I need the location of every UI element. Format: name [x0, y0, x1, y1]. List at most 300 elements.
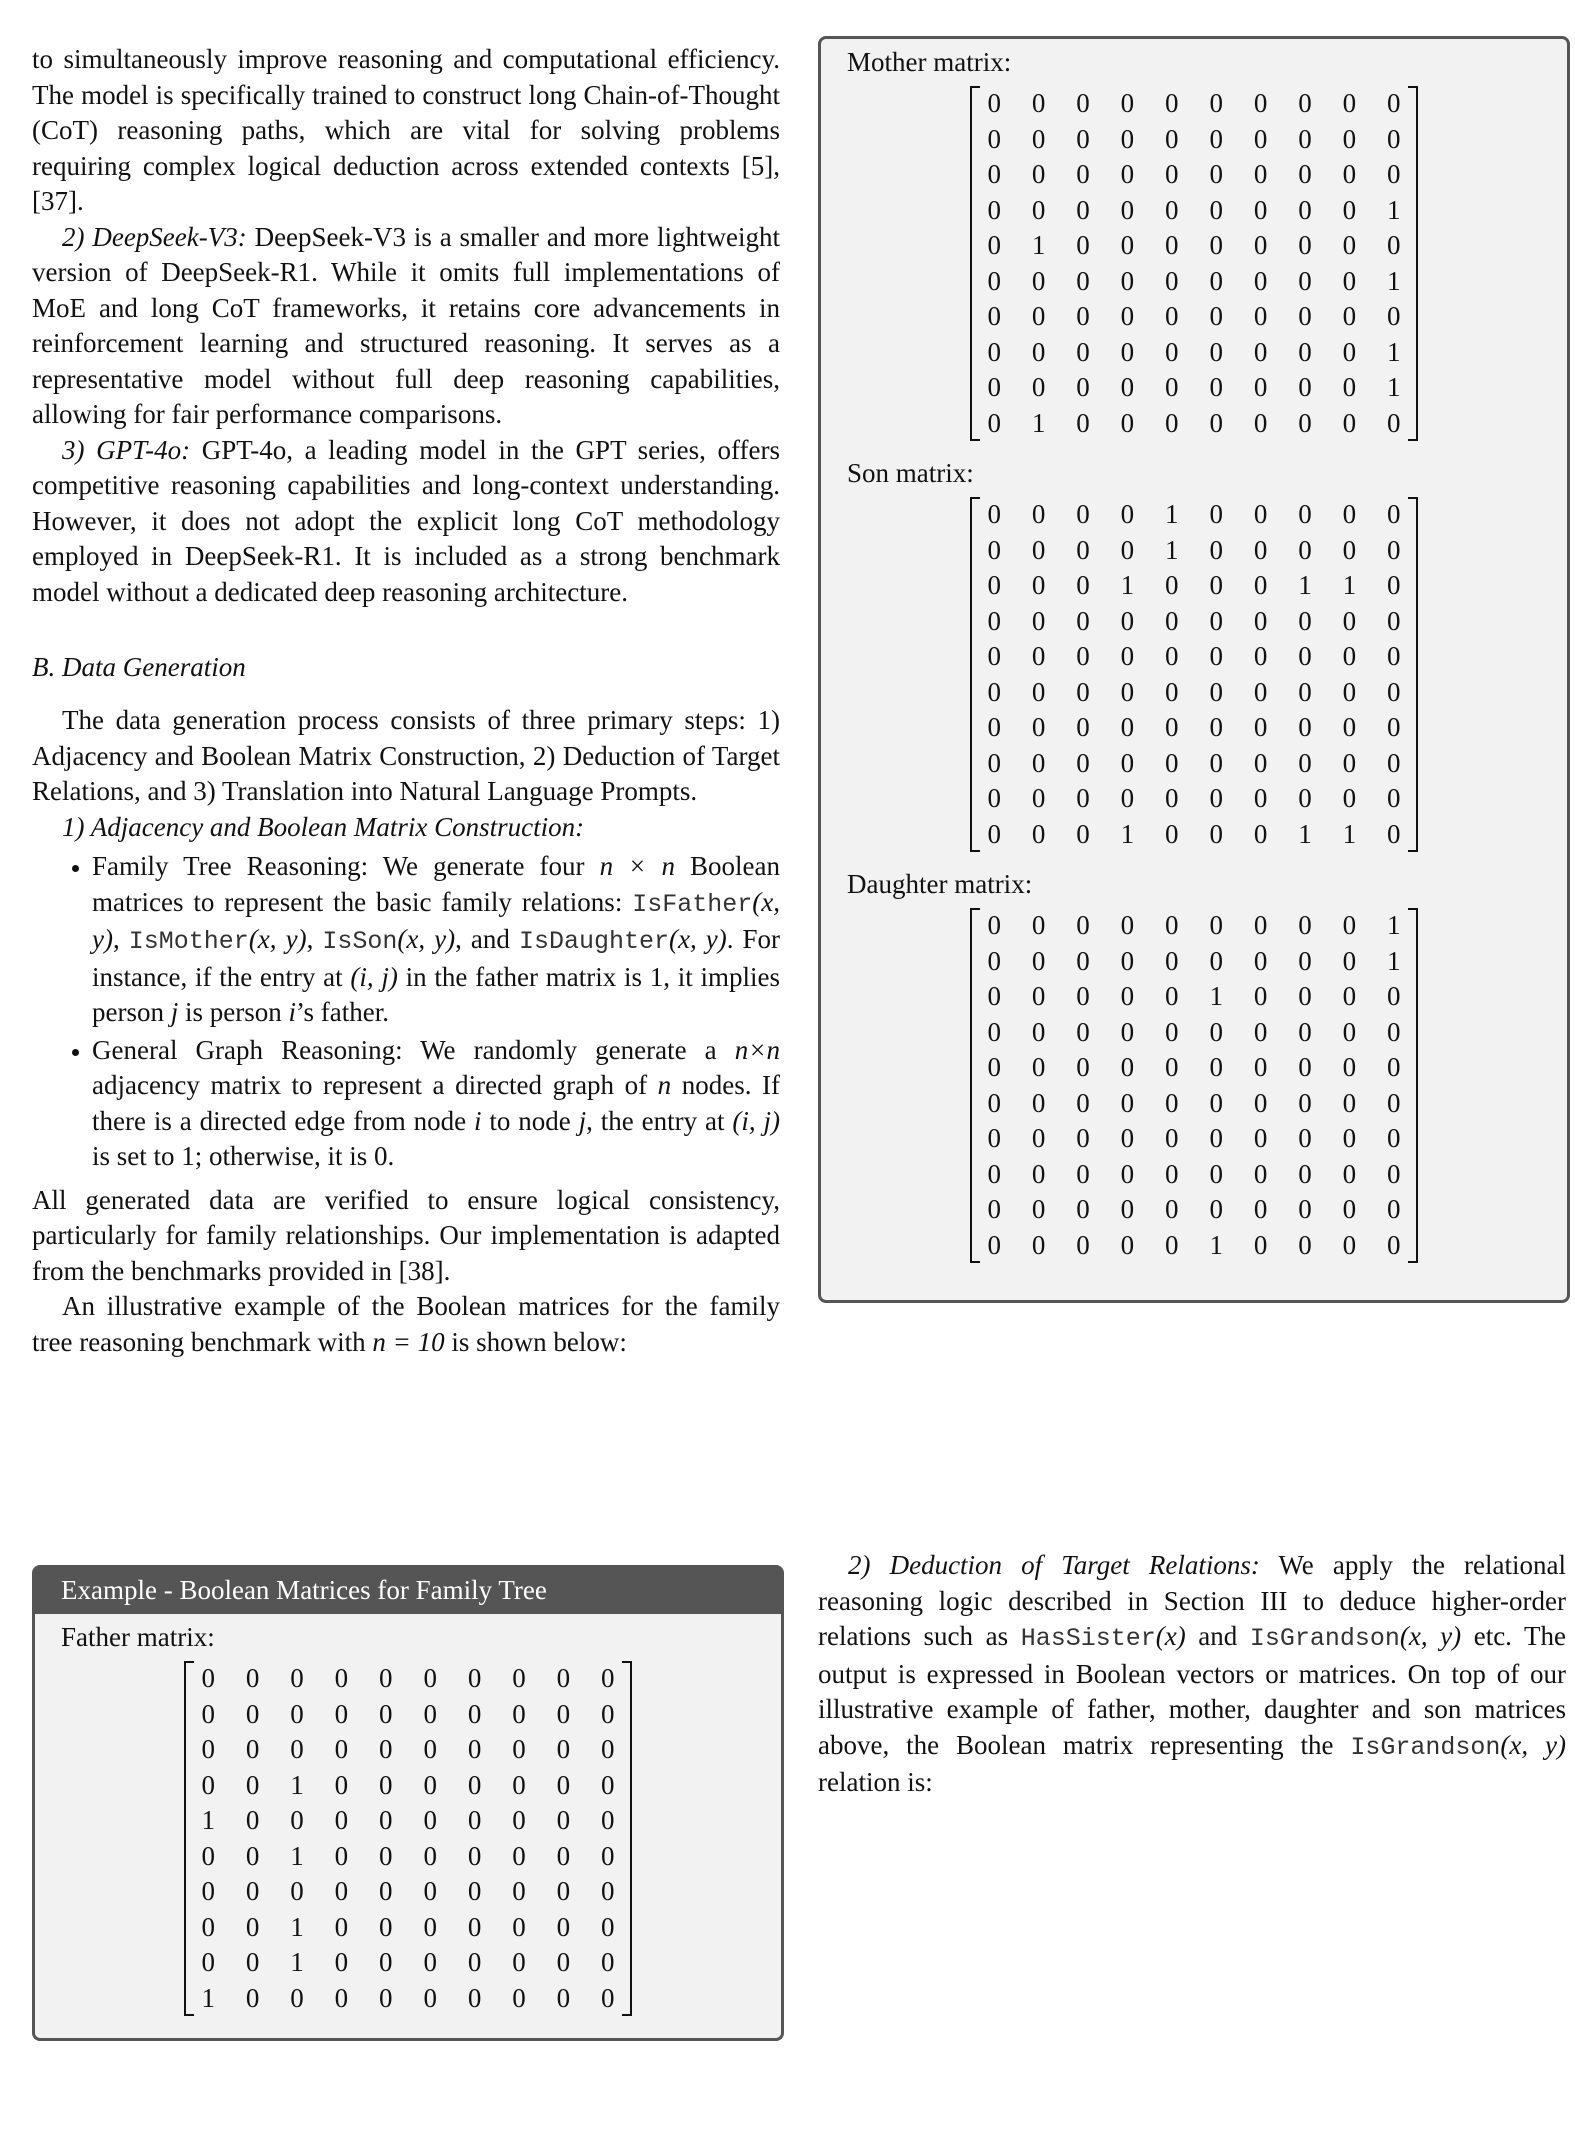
matrix-cell: 0 [334, 1947, 349, 1977]
matrix-cell: 0 [987, 910, 1001, 940]
matrix-cell: 0 [1165, 88, 1179, 118]
matrix-cell: 0 [512, 1911, 526, 1942]
daughter-matrix-label: Daughter matrix: [847, 869, 1033, 899]
matrix-cell: 0 [1209, 1123, 1223, 1153]
matrix-cell: 0 [1076, 945, 1090, 976]
b2c: nodes. If there is a directed edge from node [92, 1070, 780, 1136]
matrix-cell: 0 [1165, 336, 1179, 367]
mother-matrix [821, 86, 1567, 448]
matrix-cell: 0 [334, 1876, 349, 1906]
matrix-row [972, 406, 1416, 442]
b1f: ’s father. [296, 997, 389, 1027]
b1-nn: n × n [599, 851, 675, 881]
subsection-heading-gpt4o: 3) GPT-4o: [62, 434, 191, 465]
rel-hassister: HasSister [1020, 1624, 1156, 1653]
matrix-cell: 0 [1120, 336, 1135, 367]
matrix-cell: 0 [1253, 641, 1268, 671]
matrix-row [186, 1732, 630, 1768]
b2d: to node [481, 1105, 579, 1136]
matrix-cell: 0 [1165, 1087, 1179, 1118]
matrix-cell: 1 [1387, 372, 1401, 402]
matrix-cell: 0 [1342, 910, 1357, 940]
matrix-cell: 0 [1342, 336, 1357, 367]
matrix-cell: 0 [1209, 407, 1223, 438]
matrix-cell: 0 [1165, 605, 1179, 636]
matrix-cell: 0 [1120, 194, 1135, 225]
list-item-family-tree: • Family Tree Reasoning: We generate four n × n Boolean matrices to represent the basic family relations: IsFather(x, y), IsMother(x, y), IsSon(x, y), and IsDaughter(x, y). For instance, if the entry at (i, j) in the father matrix is 1, it implies person j is person i’s father. [92, 849, 780, 1031]
paragraph-deepseek-v3 [32, 220, 780, 433]
matrix-cell: 0 [512, 1698, 526, 1729]
matrix-cell: 1 [1342, 818, 1357, 849]
matrix-cell: 0 [1253, 159, 1268, 189]
son-matrix-table [972, 497, 1416, 852]
matrix-cell: 0 [1031, 676, 1046, 707]
matrix-cell: 0 [1076, 1229, 1090, 1260]
matrix-cell: 0 [1165, 407, 1179, 438]
matrix-cell: 0 [556, 1734, 571, 1764]
matrix-row [972, 1157, 1416, 1193]
matrix-cell: 0 [1387, 1158, 1401, 1189]
matrix-cell: 0 [1076, 534, 1090, 565]
paragraph-verification: All generated data are verified to ensure logical consistency, particularly for family relationships. Our implementation is adapted from the benchmarks provided in [38]. [32, 1184, 780, 1286]
matrix-cell: 0 [987, 301, 1001, 331]
matrix-cell: 0 [601, 1911, 615, 1942]
matrix-cell: 0 [1031, 194, 1046, 225]
matrix-cell: 0 [423, 1911, 437, 1942]
son-matrix-wrap [972, 497, 1416, 852]
matrix-cell: 0 [1120, 981, 1135, 1011]
matrix-cell: 0 [1298, 910, 1312, 940]
matrix-cell: 0 [379, 1982, 393, 2013]
matrix-cell: 0 [556, 1982, 571, 2013]
matrix-cell: 0 [1209, 499, 1223, 529]
matrix-cell: 0 [1387, 534, 1401, 565]
matrix-cell: 0 [1298, 194, 1312, 225]
deduct-a: We apply the relational reasoning logic described in Section III to deduce higher-order relations such as [818, 1550, 1566, 1651]
matrix-cell: 0 [1031, 1229, 1046, 1260]
matrix-cell: 0 [1253, 747, 1268, 778]
matrix-cell: 0 [1387, 407, 1401, 438]
matrix-row [186, 1874, 630, 1910]
matrix-cell: 0 [1342, 301, 1357, 331]
matrix-cell: 1 [1387, 945, 1401, 976]
matrix-cell: 0 [987, 265, 1001, 296]
b1e: is person [178, 997, 289, 1027]
bracket-left [970, 908, 980, 1263]
daughter-matrix-wrap [972, 908, 1416, 1263]
matrix-cell: 0 [201, 1947, 215, 1977]
matrix-cell: 0 [512, 1734, 526, 1764]
matrix-cell: 0 [1031, 123, 1046, 154]
matrix-cell: 0 [1120, 1229, 1135, 1260]
matrix-cell: 0 [1253, 123, 1268, 154]
matrix-cell: 0 [245, 1663, 260, 1693]
matrix-row [972, 1192, 1416, 1228]
matrix-cell: 0 [1031, 1123, 1046, 1153]
matrix-cell: 0 [1209, 818, 1223, 849]
xy: (x, y) [668, 924, 727, 954]
matrix-cell: 0 [1120, 88, 1135, 118]
matrix-cell: 0 [1253, 1052, 1268, 1082]
matrix-cell: 0 [1253, 570, 1268, 600]
matrix-cell: 0 [1209, 372, 1223, 402]
matrix-cell: 1 [1120, 818, 1135, 849]
matrix-cell: 0 [467, 1805, 482, 1835]
matrix-cell: 0 [1209, 747, 1223, 778]
matrix-cell: 0 [601, 1663, 615, 1693]
matrix-cell: 0 [1120, 1194, 1135, 1224]
matrix-cell: 0 [987, 1087, 1001, 1118]
matrix-cell: 0 [1298, 676, 1312, 707]
matrix-cell: 0 [201, 1698, 215, 1729]
matrix-cell: 0 [1298, 88, 1312, 118]
father-matrix-wrap [186, 1661, 630, 2016]
matrix-cell: 0 [556, 1840, 571, 1871]
matrix-cell: 0 [1209, 570, 1223, 600]
matrix-cell: 0 [1209, 1052, 1223, 1082]
matrix-cell: 0 [334, 1698, 349, 1729]
bracket-right [622, 1661, 632, 2016]
matrix-cell: 0 [1342, 1158, 1357, 1189]
matrix-cell: 0 [512, 1769, 526, 1800]
matrix-cell: 0 [1076, 605, 1090, 636]
matrix-cell: 0 [1209, 230, 1223, 260]
matrix-cell: 0 [379, 1805, 393, 1835]
matrix-cell: 0 [1031, 265, 1046, 296]
matrix-cell: 0 [1165, 1052, 1179, 1082]
matrix-cell: 0 [1165, 910, 1179, 940]
matrix-cell: 0 [1120, 230, 1135, 260]
and: and [1185, 1621, 1250, 1651]
matrix-cell: 0 [1120, 159, 1135, 189]
matrix-cell: 0 [1253, 534, 1268, 565]
matrix-cell: 0 [334, 1805, 349, 1835]
matrix-cell: 0 [334, 1769, 349, 1800]
matrix-cell: 0 [1031, 981, 1046, 1011]
matrix-row [972, 710, 1416, 746]
matrix-cell: 0 [556, 1698, 571, 1729]
matrix-cell: 0 [987, 605, 1001, 636]
paragraph-illustrative [32, 1289, 780, 1360]
matrix-cell: 0 [1165, 783, 1179, 813]
matrix-cell: 0 [987, 676, 1001, 707]
matrix-cell: 0 [987, 336, 1001, 367]
matrix-cell: 0 [1253, 945, 1268, 976]
matrix-cell: 0 [1076, 1158, 1090, 1189]
matrix-cell: 0 [290, 1876, 304, 1906]
example-box-title: Example - Boolean Matrices for Family Tree [35, 1568, 781, 1614]
matrix-cell: 0 [1253, 194, 1268, 225]
matrix-cell: 0 [1165, 747, 1179, 778]
matrix-cell: 0 [1387, 712, 1401, 742]
matrix-cell: 0 [1165, 265, 1179, 296]
matrix-cell: 0 [512, 1663, 526, 1693]
matrix-cell: 0 [1165, 1016, 1179, 1047]
matrix-cell: 0 [1165, 712, 1179, 742]
ij: (i, j) [350, 961, 398, 992]
matrix-cell: 0 [987, 534, 1001, 565]
matrix-cell: 0 [1342, 1123, 1357, 1153]
matrix-cell: 0 [245, 1805, 260, 1835]
rel-isson: IsSon [322, 927, 398, 956]
matrix-row [972, 157, 1416, 193]
matrix-cell: 0 [334, 1734, 349, 1764]
matrix-cell: 0 [1076, 570, 1090, 600]
matrix-cell: 0 [1031, 534, 1046, 565]
matrix-cell: 0 [1120, 605, 1135, 636]
matrix-cell: 0 [1298, 534, 1312, 565]
matrix-cell: 0 [556, 1947, 571, 1977]
matrix-row [972, 370, 1416, 406]
matrix-cell: 0 [423, 1805, 437, 1835]
matrix-cell: 0 [201, 1769, 215, 1800]
matrix-cell: 0 [1076, 194, 1090, 225]
matrix-cell: 0 [1298, 1052, 1312, 1082]
matrix-cell: 0 [1209, 123, 1223, 154]
matrix-cell: 0 [1120, 372, 1135, 402]
matrix-cell: 0 [1342, 194, 1357, 225]
matrix-cell: 0 [987, 88, 1001, 118]
matrix-row [972, 264, 1416, 300]
bracket-left [970, 497, 980, 852]
matrix-cell: 0 [1342, 534, 1357, 565]
matrix-cell: 0 [379, 1698, 393, 1729]
matrix-cell: 0 [201, 1734, 215, 1764]
matrix-cell: 0 [1387, 570, 1401, 600]
matrix-cell: 0 [1387, 159, 1401, 189]
matrix-cell: 0 [512, 1876, 526, 1906]
matrix-row [972, 1086, 1416, 1122]
matrix-row [972, 781, 1416, 817]
matrix-cell: 1 [1031, 407, 1046, 438]
matrix-cell: 0 [987, 407, 1001, 438]
matrix-cell: 0 [1076, 747, 1090, 778]
matrix-row [972, 675, 1416, 711]
subsection-heading-v3: 2) DeepSeek-V3: [62, 221, 247, 252]
rel-isfather: IsFather [632, 889, 753, 919]
father-matrix-label: Father matrix: [61, 1622, 215, 1652]
matrix-cell: 0 [1387, 1087, 1401, 1118]
matrix-row [972, 746, 1416, 782]
father-matrix-table [186, 1661, 630, 2016]
matrix-cell: 0 [1165, 1158, 1179, 1189]
matrix-cell: 0 [1387, 1194, 1401, 1224]
matrix-cell: 0 [1209, 1087, 1223, 1118]
matrix-cell: 0 [1076, 1016, 1090, 1047]
matrix-cell: 0 [423, 1734, 437, 1764]
matrix-cell: 0 [1253, 818, 1268, 849]
matrix-cell: 0 [556, 1769, 571, 1800]
matrix-cell: 1 [1209, 1229, 1223, 1260]
matrix-cell: 0 [987, 747, 1001, 778]
matrix-cell: 0 [1387, 1052, 1401, 1082]
matrix-cell: 0 [1342, 605, 1357, 636]
matrix-cell: 0 [1165, 159, 1179, 189]
matrix-cell: 0 [1165, 945, 1179, 976]
ij: (i, j) [732, 1105, 780, 1136]
matrix-cell: 0 [423, 1698, 437, 1729]
matrix-cell: 0 [1076, 783, 1090, 813]
matrix-row [972, 497, 1416, 533]
matrix-cell: 0 [1387, 230, 1401, 260]
paragraph-deduction [818, 1548, 1566, 1801]
matrix-cell: 0 [1342, 407, 1357, 438]
matrix-cell: 0 [1165, 372, 1179, 402]
matrix-cell: 0 [556, 1663, 571, 1693]
matrix-cell: 0 [1298, 747, 1312, 778]
matrix-cell: 0 [1298, 712, 1312, 742]
matrix-cell: 0 [1209, 1016, 1223, 1047]
matrix-cell: 0 [1165, 1229, 1179, 1260]
left-column [32, 42, 780, 1360]
matrix-cell: 0 [1342, 945, 1357, 976]
matrix-row [972, 1121, 1416, 1157]
matrix-cell: 0 [1387, 1123, 1401, 1153]
matrix-cell: 1 [290, 1769, 304, 1800]
v3-text: DeepSeek-V3 is a smaller and more lightweight version of DeepSeek-R1. While it omits full implementations of MoE and long CoT frameworks, it retains core advancements in reinforcement learning and structured reasoning. It serves as a representative model without full deep reasoning capabilities, allowing for fair performance comparisons. [32, 221, 780, 429]
matrix-cell: 0 [245, 1947, 260, 1977]
matrix-cell: 0 [1253, 783, 1268, 813]
matrix-cell: 0 [601, 1805, 615, 1835]
matrix-cell: 0 [987, 372, 1001, 402]
matrix-cell: 0 [245, 1769, 260, 1800]
matrix-cell: 0 [1165, 570, 1179, 600]
matrix-cell: 0 [1209, 676, 1223, 707]
matrix-cell: 0 [1387, 676, 1401, 707]
matrix-cell: 0 [1298, 981, 1312, 1011]
example-box-father [32, 1565, 784, 2041]
matrix-cell: 0 [1120, 747, 1135, 778]
matrix-cell: 0 [1076, 1123, 1090, 1153]
b1d: in the father matrix is 1, it implies person [92, 961, 780, 1027]
matrix-cell: 0 [987, 1123, 1001, 1153]
illus-n: n = 10 [372, 1326, 445, 1357]
matrix-cell: 1 [1387, 194, 1401, 225]
matrix-cell: 0 [1342, 676, 1357, 707]
matrix-cell: 0 [1342, 123, 1357, 154]
matrix-cell: 0 [1209, 534, 1223, 565]
matrix-cell: 0 [1031, 159, 1046, 189]
matrix-cell: 0 [245, 1982, 260, 2013]
matrix-cell: 0 [1253, 88, 1268, 118]
matrix-cell: 0 [1209, 783, 1223, 813]
matrix-cell: 0 [1253, 407, 1268, 438]
i: i [473, 1105, 482, 1136]
n: n [657, 1070, 672, 1100]
construction-bullet-list [32, 849, 780, 1175]
matrix-cell: 0 [1253, 265, 1268, 296]
matrix-cell: 0 [379, 1876, 393, 1906]
matrix-cell: 0 [1209, 605, 1223, 636]
matrix-cell: 0 [1387, 818, 1401, 849]
bracket-right [1408, 908, 1418, 1263]
right-column-text [818, 1548, 1566, 1801]
matrix-cell: 0 [245, 1698, 260, 1729]
matrix-cell: 0 [1253, 1194, 1268, 1224]
matrix-cell: 0 [987, 641, 1001, 671]
bracket-right [1408, 86, 1418, 441]
matrix-cell: 0 [1342, 265, 1357, 296]
matrix-cell: 0 [1342, 712, 1357, 742]
matrix-cell: 0 [987, 1194, 1001, 1224]
matrix-cell: 0 [201, 1840, 215, 1871]
matrix-cell: 0 [1031, 605, 1046, 636]
matrix-row [972, 604, 1416, 640]
matrix-cell: 0 [1120, 1123, 1135, 1153]
matrix-cell: 0 [1076, 123, 1090, 154]
b2f: is set to 1; otherwise, it is 0. [92, 1141, 395, 1171]
matrix-cell: 0 [1298, 945, 1312, 976]
matrix-cell: 0 [423, 1982, 437, 2013]
matrix-cell: 0 [201, 1911, 215, 1942]
paragraph-gpt4o [32, 433, 780, 611]
matrix-cell: 0 [1342, 641, 1357, 671]
matrix-cell: 0 [1298, 1016, 1312, 1047]
matrix-cell: 0 [1031, 1052, 1046, 1082]
illus-b: is shown below: [444, 1326, 627, 1357]
matrix-cell: 0 [334, 1982, 349, 2013]
matrix-cell: 0 [1120, 641, 1135, 671]
matrix-row [972, 979, 1416, 1015]
matrix-row [186, 1768, 630, 1804]
matrix-cell: 0 [467, 1663, 482, 1693]
matrix-cell: 0 [1298, 1087, 1312, 1118]
matrix-cell: 0 [1076, 88, 1090, 118]
matrix-cell: 0 [1165, 981, 1179, 1011]
matrix-cell: 0 [1298, 407, 1312, 438]
matrix-cell: 0 [1031, 1158, 1046, 1189]
matrix-cell: 0 [1387, 605, 1401, 636]
matrix-cell: 0 [1031, 712, 1046, 742]
matrix-cell: 0 [1298, 641, 1312, 671]
matrix-cell: 0 [1253, 1229, 1268, 1260]
matrix-cell: 0 [467, 1876, 482, 1906]
matrix-cell: 0 [1076, 818, 1090, 849]
matrix-cell: 0 [1031, 1087, 1046, 1118]
matrix-cell: 0 [1031, 910, 1046, 940]
matrix-row [186, 1839, 630, 1875]
matrix-cell: 1 [201, 1982, 215, 2013]
son-matrix [821, 497, 1567, 859]
matrix-cell: 0 [467, 1698, 482, 1729]
matrix-cell: 0 [1209, 88, 1223, 118]
matrix-cell: 0 [987, 159, 1001, 189]
matrix-row [972, 908, 1416, 944]
matrix-cell: 0 [423, 1663, 437, 1693]
deduct-c: relation is: [818, 1767, 933, 1797]
paragraph-r1-continued: to simultaneously improve reasoning and computational efficiency. The model is specifically trained to construct long Chain-of-Thought (CoT) reasoning paths, which are vital for solving problems requiring complex logical deduction across extended contexts [5], [37]. [32, 44, 780, 216]
matrix-cell: 0 [1387, 747, 1401, 778]
father-matrix [35, 1661, 781, 2023]
section-heading-data-generation: B. Data Generation [32, 652, 246, 682]
matrix-cell: 0 [467, 1734, 482, 1764]
matrix-cell: 0 [1342, 1194, 1357, 1224]
i: i [288, 997, 297, 1027]
xy: (x, y) [248, 924, 307, 954]
matrix-cell: 0 [987, 1016, 1001, 1047]
matrix-cell: 0 [1298, 265, 1312, 296]
matrix-row [972, 86, 1416, 122]
matrix-cell: 1 [201, 1805, 215, 1835]
matrix-cell: 0 [1031, 570, 1046, 600]
matrix-cell: 0 [467, 1840, 482, 1871]
example-box-continued [818, 36, 1570, 1303]
matrix-cell: 0 [1209, 1158, 1223, 1189]
matrix-cell: 0 [1076, 641, 1090, 671]
j: j [170, 997, 179, 1027]
matrix-cell: 0 [1165, 1123, 1179, 1153]
matrix-cell: 0 [1165, 676, 1179, 707]
